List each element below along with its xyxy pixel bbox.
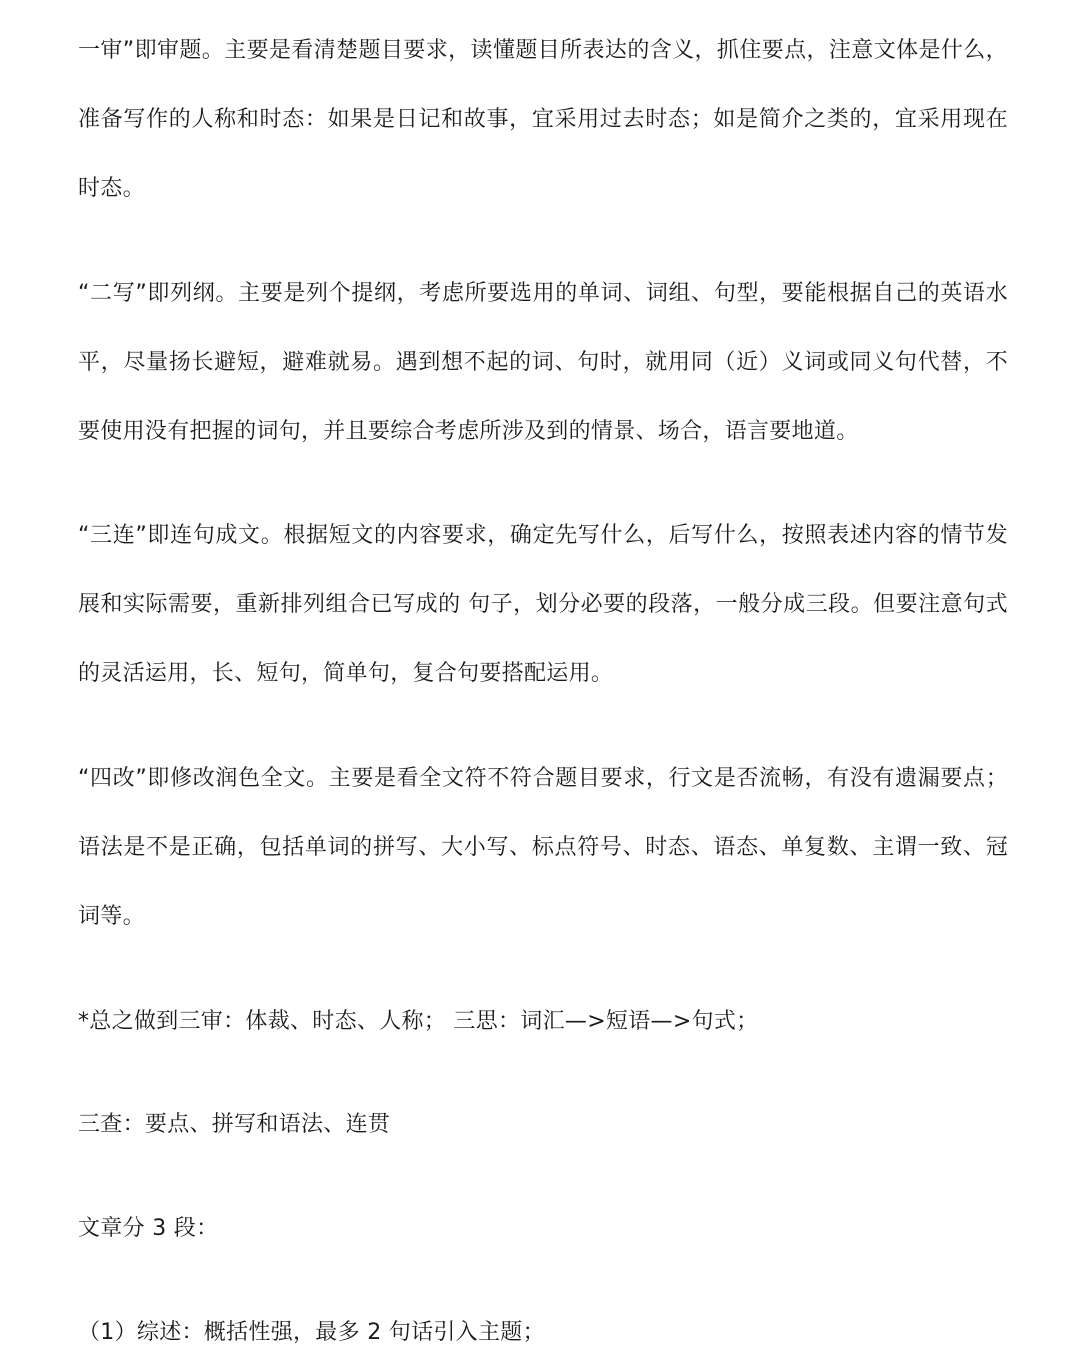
paragraph-step-four-revise: “四改”即修改润色全文。主要是看全文符不符合题目要求，行文是否流畅，有没有遗漏要点；语法是不是正确，包括单词的拼写、大小写、标点符号、时态、语态、单复数、主谓一致、冠词等。 (78, 766, 1008, 929)
paragraph-step-three-connect: “三连”即连句成文。根据短文的内容要求，确定先写什么，后写什么，按照表述内容的情节发展和实际需要，重新排列组合已写成的 句子，划分必要的段落，一般分成三段。但要注意句式的灵活运用，长、短句，简单句，复合句要搭配运用。 (78, 523, 1008, 686)
article-structure-heading: 文章分 3 段： (78, 1216, 219, 1241)
summary-three-reviews-line: *总之做到三审：体裁、时态、人称； 三思：词汇—>短语—>句式； (78, 1009, 759, 1034)
structure-item-one: （1）综述：概括性强，最多 2 句话引入主题； (78, 1320, 545, 1345)
paragraph-step-two-outline: “二写”即列纲。主要是列个提纲，考虑所要选用的单词、词组、句型，要能根据自己的英语水平，尽量扬长避短，避难就易。遇到想不起的词、句时，就用同（近）义词或同义句代替，不要使用没有把握的词句，并且要综合考虑所涉及到的情景、场合，语言要地道。 (78, 281, 1008, 444)
paragraph-step-one-review: 一审”即审题。主要是看清楚题目要求，读懂题目所表达的含义，抓住要点，注意文体是什么，准备写作的人称和时态：如果是日记和故事，宜采用过去时态；如是简介之类的，宜采用现在时态。 (78, 38, 1008, 201)
three-checks-line: 三查：要点、拼写和语法、连贯 (78, 1112, 391, 1137)
